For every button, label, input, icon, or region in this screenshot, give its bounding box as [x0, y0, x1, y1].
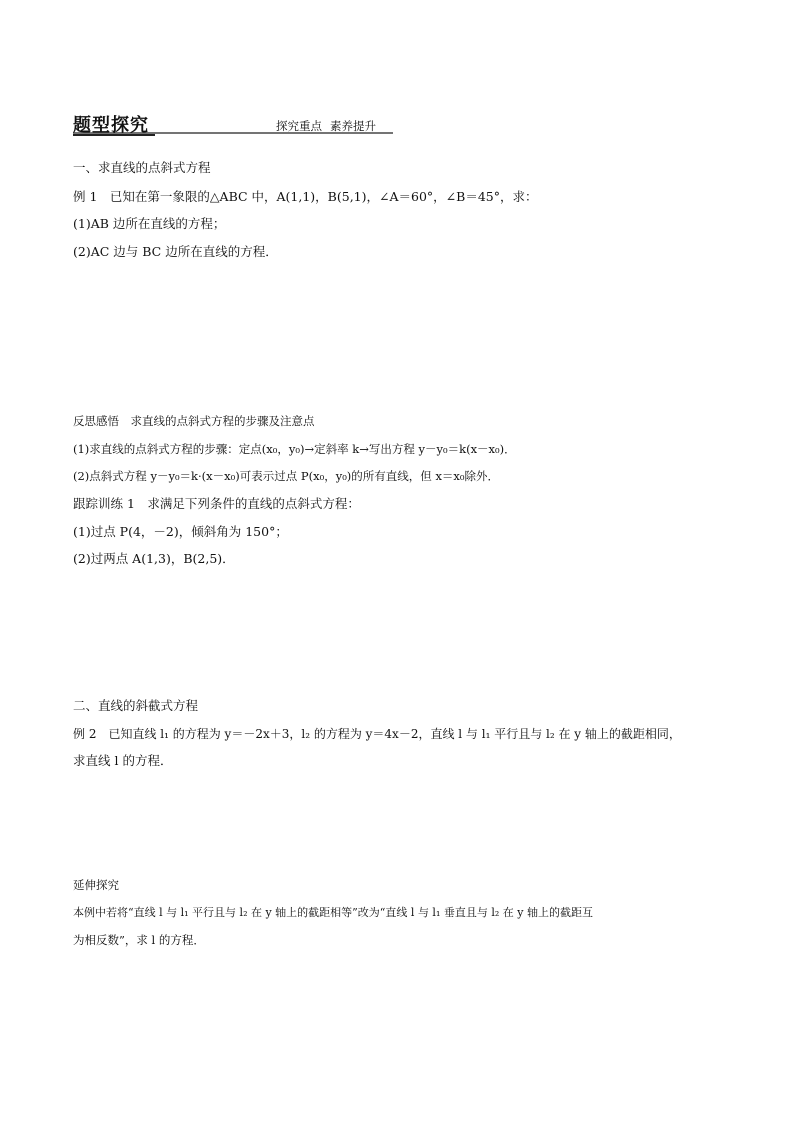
header-underline — [73, 132, 393, 136]
reflection-point1: (1)求直线的点斜式方程的步骤：定点(x₀，y₀)→定斜率 k→写出方程 y－y₀＝k(x－x₀)． — [73, 442, 516, 456]
extension-line2: 为相反数”，求 l 的方程． — [73, 933, 205, 947]
subtitle-right: 素养提升 — [330, 119, 376, 133]
example2-statement-cont: 求直线 l 的方程． — [73, 753, 173, 768]
section-header-title: 题型探究 — [73, 115, 149, 136]
reflection-title: 反思感悟 求直线的点斜式方程的步骤及注意点 — [73, 414, 315, 428]
example1-question2: (2)AC 边与 BC 边所在直线的方程． — [73, 244, 278, 259]
training1-question2: (2)过两点 A(1,3)，B(2,5)． — [73, 551, 235, 566]
subtitle-left: 探究重点 — [276, 119, 322, 133]
example2-statement: 例 2 已知直线 l₁ 的方程为 y＝－2x＋3，l₂ 的方程为 y＝4x－2，直线 l 与 l₁ 平行且与 l₂ 在 y 轴上的截距相同， — [73, 727, 681, 741]
section1-heading: 一、求直线的点斜式方程 — [73, 160, 211, 175]
extension-line1: 本例中若将“直线 l 与 l₁ 平行且与 l₂ 在 y 轴上的截距相等”改为“直线 l 与 l₁ 垂直且与 l₂ 在 y 轴上的截距互 — [73, 906, 593, 919]
reflection-point2: (2)点斜式方程 y－y₀＝k·(x－x₀)可表示过点 P(x₀，y₀)的所有直线，但 x＝x₀除外． — [73, 469, 500, 483]
training1-statement: 跟踪训练 1 求满足下列条件的直线的点斜式方程： — [73, 496, 360, 511]
training1-question1: (1)过点 P(4，－2)，倾斜角为 150°； — [73, 524, 288, 539]
extension-title: 延伸探究 — [73, 878, 119, 892]
example1-question1: (1)AB 边所在直线的方程； — [73, 216, 226, 231]
section2-heading: 二、直线的斜截式方程 — [73, 698, 199, 713]
example1-statement: 例 1 已知在第一象限的△ABC 中，A(1,1)，B(5,1)，∠A＝60°，∠B＝45°，求： — [73, 189, 538, 204]
